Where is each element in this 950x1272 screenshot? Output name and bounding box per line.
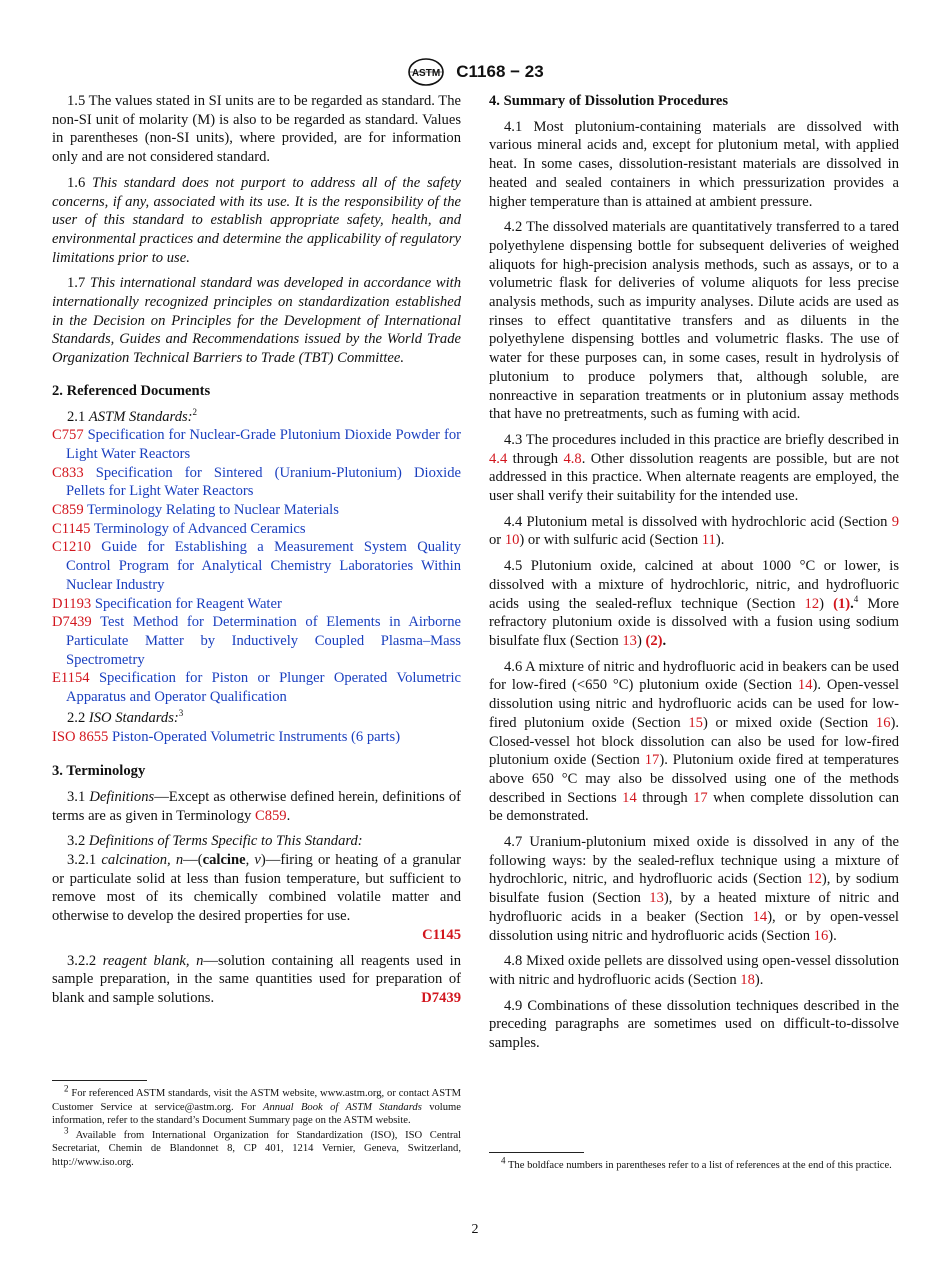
ref-c833[interactable]: C833 Specification for Sintered (Uranium-Plutonium) Dioxide Pellets for Light Water Reactors (52, 464, 461, 500)
document-id: C1168 − 23 (456, 62, 544, 81)
ref-d7439[interactable]: D7439 Test Method for Determination of Elements in Airborne Particulate Matter by Inductively Coupled Plasma–Mass Spectrometry (52, 614, 462, 668)
link-section-15[interactable]: 15 (688, 714, 703, 731)
link-section-14[interactable]: 14 (752, 908, 768, 925)
para-3-2: 3.2 Definitions of Terms Specific to This Standard: (67, 833, 363, 850)
link-section-17[interactable]: 17 (644, 752, 660, 769)
link-section-12[interactable]: 12 (807, 871, 822, 888)
para-1-5: 1.5 The values stated in SI units are to be regarded as standard. The non-SI unit of molarity (M) is also to be regarded as standard. Values in parentheses (non-SI units), where provided, are for information only and are not considered standard. (52, 93, 461, 166)
para-4-6: 4.6 A mixture of nitric and hydrofluoric acid in beakers can be used for low-fired (<650 °C) plutonium oxide (Section 14). Open-vessel dissolution using nitric and hydrofluoric acids can be used for low-fired plutonium oxide (Section 15) or mixed oxide (Section 16). Closed-vessel hot block dissolution can also be used for low-fired plutonium oxide (Section 17). Plutonium oxide fired at temperatures above 650 °C may also be dissolved using one of the methods described in Sections 14 through 17 when complete dissolution can be demonstrated. (489, 658, 900, 825)
para-4-9: 4.9 Combinations of these dissolution techniques described in the preceding paragraphs are sometimes used on difficult-to-dissolve samples. (489, 997, 899, 1052)
link-section-16[interactable]: 16 (875, 714, 891, 731)
footnote-divider (52, 1080, 147, 1081)
link-section-16[interactable]: 16 (813, 927, 829, 944)
footnotes-right (489, 1152, 899, 1174)
link-c859[interactable]: C859 (254, 807, 287, 824)
para-3-1: 3.1 Definitions—Except as otherwise defined herein, definitions of terms are as given in Terminology C859. (52, 788, 461, 824)
ref-2-link[interactable]: (2) (645, 632, 663, 649)
tag-d7439[interactable]: D7439 (421, 989, 461, 1006)
footnote-3: $^3$ Available from International Organization for Standardization (ISO), ISO Central Secretariat, Chemin de Blandonnet 8, CP 401, 1214 Vernier, Geneva, Switzerland, http://www.iso.org. (52, 1125, 461, 1168)
ref-c1210[interactable]: C1210 Guide for Establishing a Measurement System Quality Control Program for Analytical Chemistry Laboratories Within Nuclear Industry (52, 539, 461, 593)
link-4-8[interactable]: 4.8 (563, 450, 582, 467)
footnote-divider (489, 1152, 584, 1153)
para-4-2: 4.2 The dissolved materials are quantitatively transferred to a tared polyethylene dispensing bottle for subsequent deliveries of weighed aliquots for high-precision analysis methods, such as assays, or to a volumetric flask for deliveries of volume aliquots for less precise analysis methods, such as impurity analyses. Dilute acids are used as rinses to effect quantitative transfers and as diluents in the polyethylene dispensing bottles and volumetric flasks. The use of water for these purposes can, in some cases, result in hydrolysis of plutonium to produce polymers that, although soluble, are nonreactive in separation treatments or in plutonium assay methods that have no pretreatments, such as fuming with acid. (489, 219, 899, 423)
section-2-heading: 2. Referenced Documents (52, 382, 211, 399)
tag-c1145[interactable]: C1145 (422, 926, 461, 943)
link-4-4[interactable]: 4.4 (489, 450, 508, 467)
link-section-14[interactable]: 14 (797, 677, 813, 694)
link-section-13[interactable]: 13 (649, 890, 664, 907)
para-1-7: 1.7 This international standard was developed in accordance with internationally recognized principles on standardization established in the Decision on Principles for the Development of International Standards, Guides and Recommendations issued by the World Trade Organization Technical Barriers to Trade (TBT) Committee. (52, 275, 462, 367)
para-4-4: 4.4 Plutonium metal is dissolved with hydrochloric acid (Section 9 or 10) or with sulfuric acid (Section 11). (489, 513, 899, 549)
subsection-2-2: 2.2 ISO Standards:$^3$ (67, 707, 184, 726)
para-3-2-1: 3.2.1 calcination, n—(calcine, v)—firing or heating of a granular or particulate solid at less than fusion temperature, but sufficient to remove most of its chemically combined volatile matter and otherwise to develop the desired properties for use. (52, 852, 461, 925)
link-section-17[interactable]: 17 (693, 789, 708, 806)
para-4-1: 4.1 Most plutonium-containing materials are dissolved with various mineral acids and, except for plutonium metal, with applied heat. In some cases, dissolution-resistant materials are dissolved in heated and sealed containers in which pressurization provides a higher temperature than is attained at ambient pressure. (489, 118, 899, 210)
link-section-14[interactable]: 14 (622, 789, 637, 806)
para-4-3: 4.3 The procedures included in this practice are briefly described in 4.4 through 4.8. Other dissolution reagents are possible, but are not addressed in this practice. When alternate reagents are employed, the user shall verify their suitability for the intended use. (489, 431, 900, 505)
ref-c1145[interactable]: C1145 Terminology of Advanced Ceramics (52, 520, 306, 537)
footnote-2: $^2$ For referenced ASTM standards, visit the ASTM website, www.astm.org, or contact ASTM Customer Service at service@astm.org. For Annual Book of ASTM Standards volume information, refer to the standard’s Document Summary page on the ASTM website. (52, 1083, 461, 1127)
ref-d1193[interactable]: D1193 Specification for Reagent Water (52, 595, 282, 612)
ref-c859[interactable]: C859 Terminology Relating to Nuclear Materials (52, 502, 339, 519)
footnote-4: $^4$ The boldface numbers in parentheses refer to a list of references at the end of this practice. (501, 1155, 892, 1171)
left-column (52, 92, 461, 1015)
link-section-12[interactable]: 12 (804, 595, 820, 612)
section-3-heading: 3. Terminology (52, 763, 146, 780)
link-section-13[interactable]: 13 (622, 632, 637, 649)
ref-1-link[interactable]: (1) (833, 595, 851, 612)
para-1-6: 1.6 This standard does not purport to address all of the safety concerns, if any, associated with its use. It is the responsibility of the user of this standard to establish appropriate safety, health, and environmental practices and determine the applicability of regulatory limitations prior to use. (52, 174, 461, 266)
link-section-11[interactable]: 11 (701, 532, 716, 549)
para-4-5: 4.5 Plutonium oxide, calcined at about 1000 °C or lower, is dissolved with a mixture of hydrochloric, nitric, and hydrofluoric acids using the sealed-reflux technique (Section 12) (1).$^4$ More refractory plutonium oxide is dissolved with a fusion using sodium bisulfate flux (Section 13) (2). (489, 558, 900, 649)
ref-c757[interactable]: C757 Specification for Nuclear-Grade Plutonium Dioxide Powder for Light Water Reactors (52, 427, 461, 462)
page-header (0, 57, 950, 87)
ref-e1154[interactable]: E1154 Specification for Piston or Plunger Operated Volumetric Apparatus and Operator Qualification (52, 670, 461, 706)
section-4-heading: 4. Summary of Dissolution Procedures (489, 93, 729, 109)
para-4-7: 4.7 Uranium-plutonium mixed oxide is dissolved in any of the following ways: by the sealed-reflux technique using a mixture of hydrochloric, nitric, and hydrofluoric acids (Section 12), by sodium bisulfate fusion (Section 13), by a heated mixture of nitric and hydrofluoric acids in a beaker (Section 14), or by open-vessel dissolution using nitric and hydrofluoric acids (Section 16). (489, 834, 899, 944)
subsection-2-1: 2.1 ASTM Standards:$^2$ (67, 406, 198, 425)
astm-logo-icon (406, 57, 446, 87)
link-section-10[interactable]: 10 (504, 532, 520, 549)
para-3-2-2: 3.2.2 reagent blank, n—solution containing all reagents used in sample preparation, in the same quantities used for preparation of blank and sample solutions. D7439 (52, 952, 461, 1006)
link-section-18[interactable]: 18 (740, 971, 755, 988)
page-number: 2 (471, 1222, 479, 1237)
para-4-8: 4.8 Mixed oxide pellets are dissolved using open-vessel dissolution with nitric and hydrofluoric acids (Section 18). (489, 953, 899, 988)
svg-text:ASTM: ASTM (412, 68, 441, 79)
footnotes-left (52, 1080, 461, 1171)
link-section-9[interactable]: 9 (891, 513, 899, 530)
ref-iso-8655[interactable]: ISO 8655 Piston-Operated Volumetric Instruments (6 parts) (52, 728, 401, 745)
right-column (489, 92, 899, 1060)
